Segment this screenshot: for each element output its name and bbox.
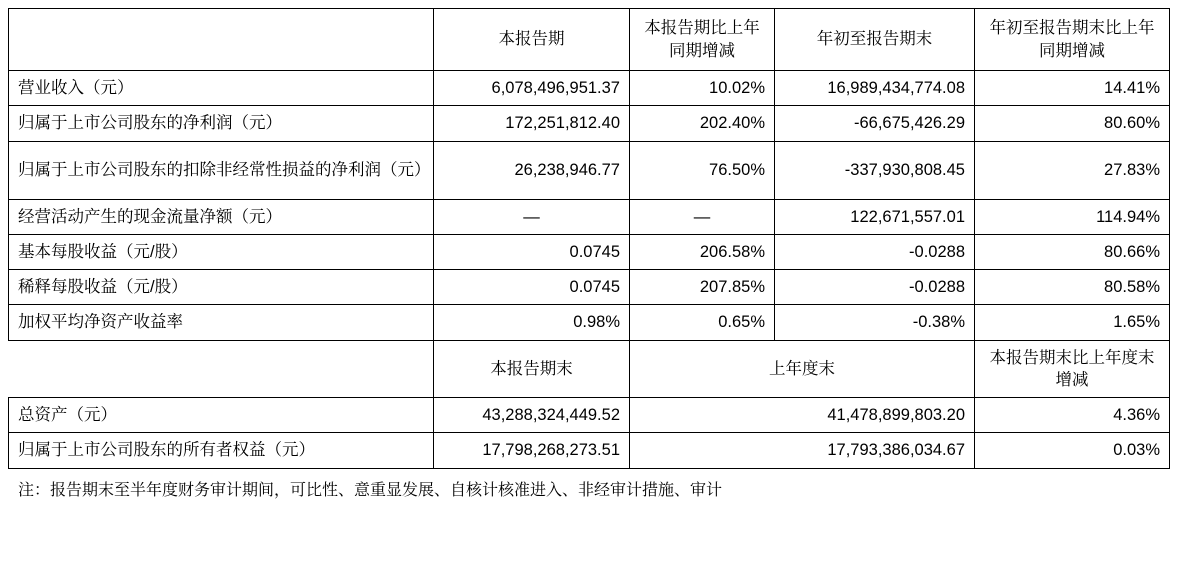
table-row — [9, 398, 1170, 433]
row-value-current: 6,078,496,951.37 — [434, 71, 630, 106]
table-footnote: 注：报告期末至半年度财务审计期间，可比性、意重显发展、自核计核准进入、非经审计措施、审计 — [18, 481, 723, 499]
table-row — [9, 141, 1170, 199]
header2-period-end: 本报告期末 — [434, 340, 630, 398]
row-label: 经营活动产生的现金流量净额（元） — [9, 199, 434, 234]
row-label: 归属于上市公司股东的扣除非经常性损益的净利润（元） — [9, 141, 434, 199]
row-value-ytd-yoy: 1.65% — [975, 305, 1170, 340]
table-header-row-2 — [9, 340, 1170, 398]
row-value-current-yoy: 10.02% — [630, 71, 775, 106]
row-value-current-yoy: 202.40% — [630, 106, 775, 141]
row-value-current: 0.0745 — [434, 270, 630, 305]
row-value-current: 172,251,812.40 — [434, 106, 630, 141]
header-ytd: 年初至报告期末 — [775, 9, 975, 71]
header2-corner-cell — [9, 340, 434, 398]
row-value-period-end: 43,288,324,449.52 — [434, 398, 630, 433]
row-value-current-yoy: 207.85% — [630, 270, 775, 305]
row-label: 总资产（元） — [9, 398, 434, 433]
row-value-current-yoy: 76.50% — [630, 141, 775, 199]
row-label: 归属于上市公司股东的净利润（元） — [9, 106, 434, 141]
row-value-ytd-yoy: 80.60% — [975, 106, 1170, 141]
header-current-period-yoy: 本报告期比上年同期增减 — [630, 9, 775, 71]
row-value-ytd-yoy: 80.66% — [975, 234, 1170, 269]
row-label: 归属于上市公司股东的所有者权益（元） — [9, 433, 434, 468]
row-value-ytd: -0.38% — [775, 305, 975, 340]
table-row — [9, 433, 1170, 468]
row-value-ytd-yoy: 14.41% — [975, 71, 1170, 106]
table-row — [9, 305, 1170, 340]
row-value-period-end: 17,798,268,273.51 — [434, 433, 630, 468]
row-value-last-year-end: 17,793,386,034.67 — [630, 433, 975, 468]
row-value-ytd: -337,930,808.45 — [775, 141, 975, 199]
table-row — [9, 270, 1170, 305]
row-value-change: 0.03% — [975, 433, 1170, 468]
row-value-ytd: -0.0288 — [775, 270, 975, 305]
table-row — [9, 106, 1170, 141]
header-corner-cell — [9, 9, 434, 71]
table-row — [9, 234, 1170, 269]
row-value-ytd: 122,671,557.01 — [775, 199, 975, 234]
header2-change: 本报告期末比上年度末增减 — [975, 340, 1170, 398]
row-label: 稀释每股收益（元/股） — [9, 270, 434, 305]
row-value-current-yoy: — — [630, 199, 775, 234]
table-header-row — [9, 9, 1170, 71]
row-value-current-yoy: 206.58% — [630, 234, 775, 269]
row-label: 加权平均净资产收益率 — [9, 305, 434, 340]
row-value-current: 0.0745 — [434, 234, 630, 269]
row-value-current: — — [434, 199, 630, 234]
row-value-last-year-end: 41,478,899,803.20 — [630, 398, 975, 433]
row-label: 基本每股收益（元/股） — [9, 234, 434, 269]
row-value-current: 0.98% — [434, 305, 630, 340]
row-value-ytd: 16,989,434,774.08 — [775, 71, 975, 106]
financial-summary-table — [8, 8, 1170, 469]
row-value-current-yoy: 0.65% — [630, 305, 775, 340]
header-ytd-yoy: 年初至报告期末比上年同期增减 — [975, 9, 1170, 71]
row-value-ytd-yoy: 114.94% — [975, 199, 1170, 234]
table-row — [9, 71, 1170, 106]
row-value-ytd-yoy: 80.58% — [975, 270, 1170, 305]
table-row — [9, 199, 1170, 234]
header2-last-year-end: 上年度末 — [630, 340, 975, 398]
row-value-ytd: -0.0288 — [775, 234, 975, 269]
row-value-current: 26,238,946.77 — [434, 141, 630, 199]
row-value-ytd: -66,675,426.29 — [775, 106, 975, 141]
header-current-period: 本报告期 — [434, 9, 630, 71]
row-label: 营业收入（元） — [9, 71, 434, 106]
row-value-change: 4.36% — [975, 398, 1170, 433]
row-value-ytd-yoy: 27.83% — [975, 141, 1170, 199]
